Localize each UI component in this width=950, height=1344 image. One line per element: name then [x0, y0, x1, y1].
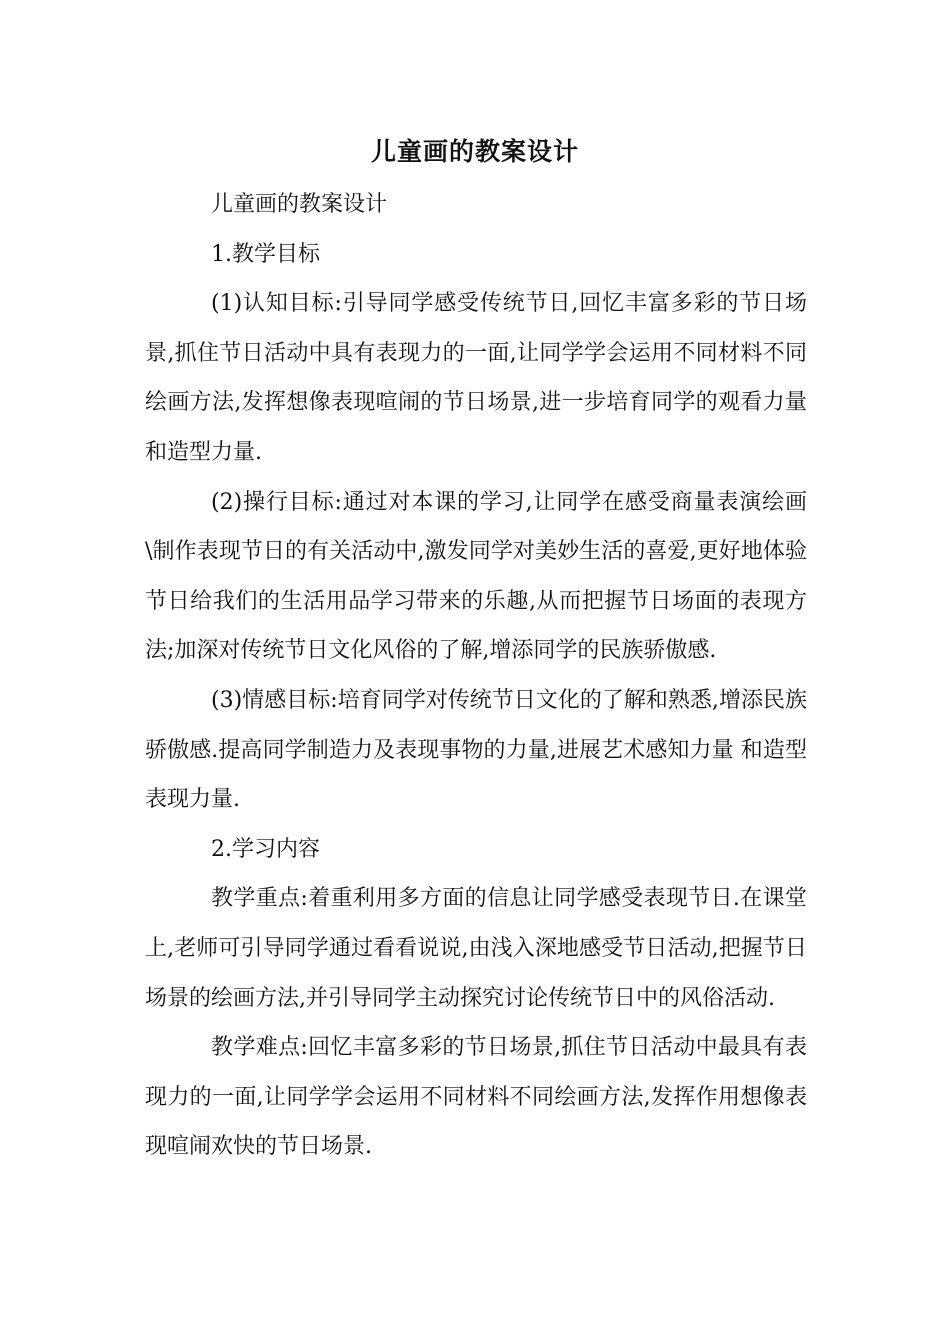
document-title: 儿童画的教案设计	[370, 137, 579, 166]
paragraph-cognitive-goal: (1)认知目标:引导同学感受传统节日,回忆丰富多彩的节日场景,抓住节日活动中具有表现力的一面,让同学学会运用不同材料不同绘画方法,发挥想像表现喧闹的节日场景,进一步培育同学的观看力量和造型力量.	[145, 291, 807, 465]
paragraph-emotional-goal: (3)情感目标:培育同学对传统节日文化的了解和熟悉,增添民族骄傲感.提高同学制造力及表现事物的力量,进展艺术感知力量 和造型表现力量.	[145, 687, 807, 813]
paragraph-heading-teaching-goals: 1.教学目标	[211, 241, 320, 267]
paragraph-subtitle: 儿童画的教案设计	[211, 192, 388, 217]
paragraph-heading-learning-content: 2.学习内容	[211, 836, 320, 862]
paragraph-key-points: 教学重点:着重利用多方面的信息让同学感受表现节日.在课堂上,老师可引导同学通过看看说说,由浅入深地感受节日活动,把握节日场景的绘画方法,并引导同学主动探究讨论传统节日中的风俗活动.	[145, 886, 807, 1011]
paragraph-conduct-goal: (2)操行目标:通过对本课的学习,让同学在感受商量表演绘画\制作表现节日的有关活动中,激发同学对美妙生活的喜爱,更好地体验节日给我们的生活用品学习带来的乐趣,从而把握节日场面的表现方法;加深对传统节日文化风俗的了解,增添同学的民族骄傲感.	[145, 489, 807, 664]
paragraph-difficulties: 教学难点:回忆丰富多彩的节日场景,抓住节日活动中最具有表现力的一面,让同学学会运用不同材料不同绘画方法,发挥作用想像表现喧闹欢快的节日场景.	[145, 1035, 807, 1160]
document-body	[145, 180, 807, 1172]
